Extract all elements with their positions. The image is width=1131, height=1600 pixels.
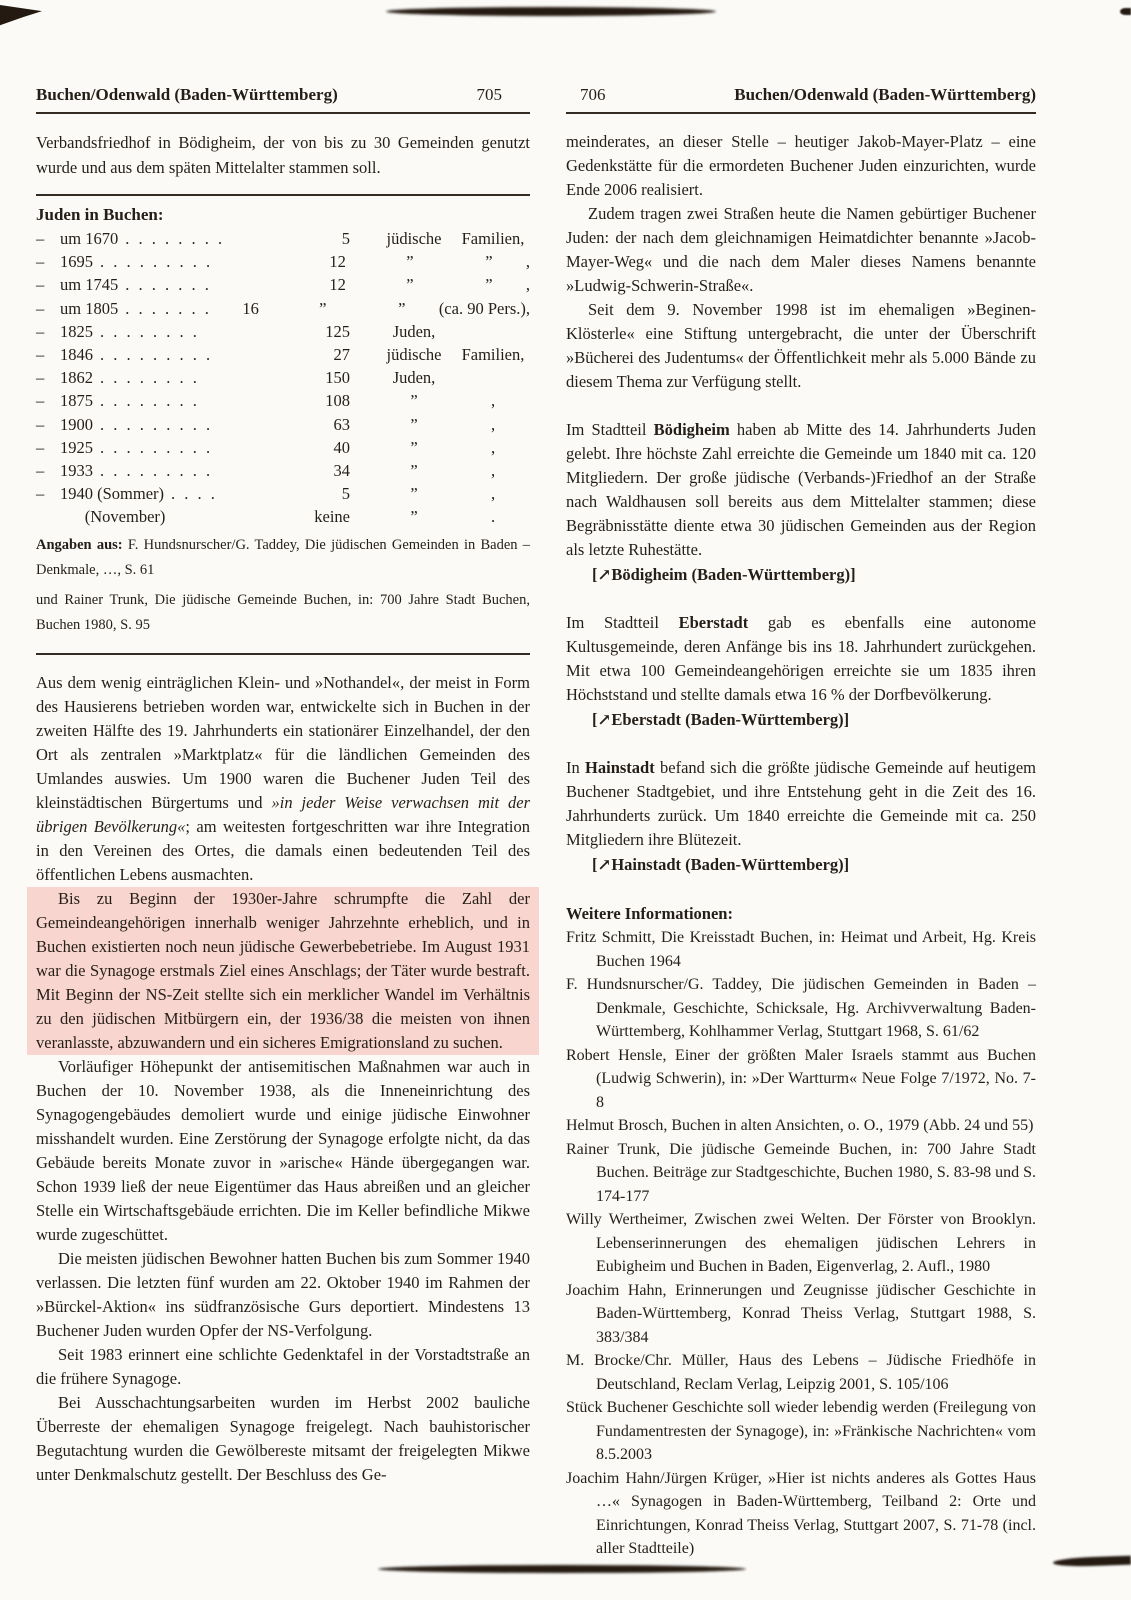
row-year: 1940 (Sommer) [60,484,165,504]
row-dash: – [36,229,45,248]
row-note-2: , [490,461,496,481]
row-dash: – [36,368,45,388]
census-table [36,227,530,529]
census-table-row [36,505,530,528]
row-year: 1825 [60,321,93,341]
scan-artifact-bottom-right [1053,1556,1131,1568]
running-header-title: Buchen/Odenwald (Baden-Württemberg) [734,85,1036,104]
row-dot-leader: . . . . [171,484,215,504]
row-year: 1875 [60,391,93,411]
row-count: 40 [333,437,350,457]
intro-paragraph: Verbandsfriedhof in Bödigheim, der von bis zu 30 Gemeinden genutzt wurde und aus dem späten Mittelalter stammen soll. [36,133,530,177]
scan-artifact-top-left [0,5,42,27]
crossref-entry: [↗Eberstadt (Baden-Württemberg)] [592,710,850,729]
row-note-1: ” [410,461,418,481]
row-count: 12 [329,252,346,272]
row-dash [36,505,60,528]
column-left [36,84,530,1487]
stadtteil-sections [566,418,1036,877]
row-count: 150 [325,368,350,388]
paragraph-trade-pre: Aus dem wenig einträglichen Klein- und »Nothandel«, der meist in Form des Hausierens betrieben worden war, entwickelte sich in Buchen in der zweiten Hälfte des 19. Jahrhunderts ein stationärer Einzelhandel, der den Ort als zentralen »Marktplatz« für die ländlichen Gemeinden des Umlandes auswies. Um 1900 waren die Buchener Juden Teil des kleinstädtischen Bürgertums und [36,672,530,812]
section-rule-top [36,194,530,196]
census-table-row [36,250,530,273]
census-table-row [36,413,530,436]
row-dot-leader [165,505,304,528]
paragraph-deportation: Die meisten jüdischen Bewohner hatten Buchen bis zum Sommer 1940 verlassen. Die letzten fünf wurden am 22. Oktober 1940 im Rahmen der »Bürckel-Aktion« ins südfranzösische Gurs deportiert. Mindestens 13 Buchener Juden wurden Opfer der NS-Verfolgung. [36,1248,530,1340]
row-note-1: Juden, [392,368,436,388]
row-count: 5 [341,484,350,504]
bibliography-list [566,926,1036,1561]
row-dash: – [36,461,45,481]
row-note-1: Juden, [392,321,436,341]
bibliography-entry: F. Hundsnurscher/G. Taddey, Die jüdischen Gemeinden in Baden – Denkmale, Geschichte, Schicksale, Hg. Archivverwaltung Baden-Württemberg, Kohlhammer Verlag, Stuttgart 1968, S. 61/62 [566,976,1036,1040]
row-note-1: ” [410,507,418,527]
paragraph-excavation: Bei Ausschachtungsarbeiten wurden im Herbst 2002 bauliche Überreste der ehemaligen Synagoge freigelegt. Nach bauhistorischer Begutachtung wurden die Gewölbereste mitsamt der freigelegten Mikwe unter Denkmalschutz gestellt. Der Beschluss des Ge- [36,1392,530,1484]
stadtteil-rest: befand sich die größte jüdische Gemeinde auf heutigem Buchener Stadtgebiet, und ihre Entstehung geht in die Zeit des 16. Jahrhunderts zurück. Um 1840 erreichte die Gemeinde mit ca. 250 Mitgliedern ihre Blütezeit. [566,758,1036,849]
row-note-2 [456,320,530,343]
row-note-1: ” [410,414,418,434]
row-count: 27 [333,345,350,365]
scan-artifact-top-center [386,7,716,16]
row-dot-leader: . . . . . . . . [100,321,197,341]
stadtteil-paragraph [566,418,1036,562]
census-table-row [36,273,530,296]
page-number-705: 705 [476,85,502,104]
row-count: 16 [242,298,259,318]
row-dot-leader: . . . . . . . [125,298,209,318]
row-count: 63 [333,414,350,434]
census-table-heading: Juden in Buchen: [36,205,164,224]
stadtteil-paragraph [566,611,1036,707]
source-note-2: und Rainer Trunk, Die jüdische Gemeinde Buchen, in: 700 Jahre Stadt Buchen, Buchen 1980, S. 95 [36,591,530,634]
row-note-1: ” [319,298,327,318]
row-note-1: ” [410,484,418,504]
paragraph-library: Seit dem 9. November 1998 ist im ehemaligen »Beginen-Klösterle« eine Stiftung untergebracht, die unter der Überschrift »Bücherei des Judentums« der Öffentlichkeit mehr als 5.000 Bände zu diesem Thema zur Verfügung stellt. [566,300,1036,391]
stadtteil-pre: Im Stadtteil [566,420,654,439]
row-dash: – [36,345,45,365]
row-dot-leader: . . . . . . . . . [100,437,211,457]
bibliography-entry: Willy Wertheimer, Zwischen zwei Welten. Der Förster von Brooklyn. Lebenserinnerungen des ehemaligen jüdischen Lehrers in Eubigheim und Buchen in Baden, Eigenverlag, 2. Aufl., 1980 [566,1211,1036,1275]
row-year: 1695 [60,252,93,272]
paragraph-november-1938: Vorläufiger Höhepunkt der antisemitischen Maßnahmen war auch in Buchen der 10. November 1938, als die Inneneinrichtung des Synagogengebäudes demoliert wurde und einige jüdische Einwohner misshandelt wurden. Eine Zerstörung der Synagoge erfolgte nicht, da das Gebäude bereits Monate zuvor in »arische« Hände übergegangen war. Schon 1939 ließ der neue Eigentümer das Haus abreißen und an gleicher Stelle ein Wirtschaftsgebäude errichten. Die im Keller befindliche Mikwe wurde zugeschüttet. [36,1056,530,1244]
row-dot-leader: . . . . . . . . . [100,252,211,272]
running-header-right [566,84,1036,114]
paragraph-trade-quote: »in jeder Weise verwachsen mit der übrigen Bevölkerung« [36,792,531,836]
stadtteil-section [566,611,1036,732]
row-note-2: Familien, [461,229,525,248]
row-year: um 1745 [60,275,119,295]
paragraph-trade-post: ; am weitesten fortgeschritten war ihre Integration in den Vereinen des Ortes, die damals einen bedeutenden Teil des öffentlichen Lebens ausmachten. [36,816,530,884]
row-dot-leader: . . . . . . . . [125,229,223,248]
row-note-2: ” [485,252,493,272]
row-dash: – [36,321,45,341]
highlighted-paragraph: Bis zu Beginn der 1930er-Jahre schrumpfte die Zahl der Gemeindeangehörigen innerhalb weniger Jahrzehnte erheblich, und in Buchen existierten noch neun jüdische Gewerbebetriebe. Im August 1931 war die Synagoge erstmals Ziel eines Anschlags; der Täter wurde bestraft. Mit Beginn der NS-Zeit stellte sich ein merklicher Wandel im Verhältnis zu den jüdischen Mitbürgern ein, der 1936/38 die meisten von ihnen veranlasste, abzuwandern und ein sicheres Emigrationsland zu suchen. [36,887,530,1055]
row-note-2: ” [485,275,493,295]
bibliography-entry: Fritz Schmitt, Die Kreisstadt Buchen, in: Heimat und Arbeit, Hg. Kreis Buchen 1964 [566,929,1036,970]
row-year: 1925 [60,437,93,457]
bibliography-entry: Joachim Hahn, Erinnerungen und Zeugnisse jüdischer Geschichte in Baden-Württemberg, Konrad Theiss Verlag, Stuttgart 1988, S. 383/384 [566,1281,1036,1346]
stadtteil-name: Hainstadt [585,758,655,777]
census-table-row [36,482,530,505]
crossref-entry: [↗Hainstadt (Baden-Württemberg)] [592,855,850,874]
census-table-row [36,389,530,412]
census-table-row [36,366,530,389]
row-year: um 1670 [60,229,119,248]
row-dot-leader: . . . . . . . . . [100,414,211,434]
row-count: 12 [329,275,346,295]
row-dot-leader: . . . . . . . . . [100,345,211,365]
row-note-2 [456,366,530,389]
bibliography-entry: Robert Hensle, Einer der größten Maler Israels stammt aus Buchen (Ludwig Schwerin), in: »Der Wartturm« Neue Folge 7/1972, No. 7-8 [566,1046,1036,1111]
bibliography-entry: Rainer Trunk, Die jüdische Gemeinde Buchen, in: 700 Jahre Stadt Buchen. Beiträge zur Stadtgeschichte, Buchen 1980, S. 83-98 und S. 174-177 [566,1140,1036,1205]
census-table-row [36,320,530,343]
row-note-1: ” [406,275,414,295]
running-header-title: Buchen/Odenwald (Baden-Württemberg) [36,85,338,104]
row-year: 1933 [60,461,93,481]
bibliography-entry: M. Brocke/Chr. Müller, Haus des Lebens – Jüdische Friedhöfe in Deutschland, Reclam Verlag, Leipzig 2001, S. 105/106 [566,1352,1036,1393]
row-note-3: , [525,275,530,295]
row-dash: – [36,437,45,457]
stadtteil-section [566,418,1036,587]
running-header-left [36,84,530,114]
source-note [36,533,530,584]
row-note-2: , [490,484,496,504]
scan-artifact-bottom-center [378,1565,746,1573]
row-count: keine [314,507,350,527]
row-note-1: jüdische [386,229,442,248]
row-note-1: jüdische [386,345,442,365]
paragraph-memorial-site: meinderates, an dieser Stelle – heutiger Jakob-Mayer-Platz – eine Gedenkstätte für die ermordeten Buchener Juden einzurichten, wurde Ende 2006 realisiert. [566,132,1036,199]
source-note-label: Angaben aus: [36,536,123,553]
row-count: 125 [325,321,350,341]
row-dot-leader: . . . . . . . . [100,368,197,388]
row-dash: – [36,275,45,295]
row-year: (November) [60,507,166,527]
stadtteil-section [566,756,1036,877]
census-table-row [36,436,530,459]
paragraph-street-names: Zudem tragen zwei Straßen heute die Namen gebürtiger Buchener Juden: der nach dem gleichnamigen Heimatdichter benannte »Jacob-Mayer-Weg« und die nach dem Maler dieses Namens benannte »Ludwig-Schwerin-Straße«. [566,204,1036,295]
row-note-2: ” [398,298,406,318]
census-table-row [36,297,530,320]
row-note-2: , [490,414,496,434]
row-count: 108 [325,391,350,411]
scan-artifact-top-right [1120,8,1131,15]
census-table-row [36,343,530,366]
stadtteil-pre: In [566,758,586,777]
row-note-1: ” [410,437,418,457]
row-dot-leader: . . . . . . . . [100,391,197,411]
row-note-3: , [525,252,530,272]
stadtteil-rest: haben ab Mitte des 14. Jahrhunderts Juden gelebt. Ihre höchste Zahl erreichte die Gemeinde um 1840 mit ca. 120 Mitgliedern. Der große jüdische (Verbands-)Friedhof an der Straße nach Waldhausen soll bereits aus dem Mittelalter stammen; diese Begräbnisstätte diente etwa 30 jüdischen Gemeinden aus der Region als letzte Ruhestätte. [566,420,1036,559]
row-dot-leader: . . . . . . . [125,275,209,295]
paragraph-trade [36,671,530,887]
row-dash: – [36,298,45,318]
stadtteil-rest: gab es ebenfalls eine autonome Kultusgemeinde, deren Anfänge bis ins 18. Jahrhundert zurückgehen. Mit etwa 100 Gemeindeangehörigen erreichte sie um 1835 ihren Höchststand und stellte damals etwa 16 % der Dorfbevölkerung. [566,613,1036,704]
row-dash: – [36,391,45,411]
row-dash: – [36,484,45,504]
stadtteil-pre: Im Stadtteil [566,613,679,632]
census-table-row [36,459,530,482]
row-year: um 1805 [60,298,119,318]
row-dash: – [36,414,45,434]
row-note-1: ” [410,391,418,411]
census-table-row [36,227,530,250]
row-count: 5 [341,229,350,248]
row-dot-leader: . . . . . . . . . [100,461,211,481]
section-rule-bottom [36,653,530,655]
row-count: 34 [333,461,350,481]
row-dash: – [36,252,45,272]
stadtteil-name: Bödigheim [653,420,730,439]
row-note-2: , [490,391,496,411]
row-note-2: . [490,507,496,527]
column-right [566,84,1036,1561]
bibliography-entry: Joachim Hahn/Jürgen Krüger, »Hier ist nichts anderes als Gottes Haus …« Synagogen in Baden-Württemberg, Teilband 2: Orte und Einrichtungen, Konrad Theiss Verlag, Stuttgart 2007, S. 71-78 (incl. aller Stadtteile) [566,1469,1036,1557]
row-note-2: Familien, [461,345,525,365]
row-year: 1862 [60,368,93,388]
row-year: 1900 [60,414,93,434]
crossref-entry: [↗Bödigheim (Baden-Württemberg)] [592,565,856,584]
row-note-3: (ca. 90 Pers.), [438,298,530,318]
page-number-706: 706 [580,85,606,104]
row-note-1: ” [406,252,414,272]
row-note-2: , [490,437,496,457]
row-year: 1846 [60,345,93,365]
paragraph-memorial-plaque: Seit 1983 erinnert eine schlichte Gedenktafel in der Vorstadtstraße an die frühere Synagoge. [36,1344,530,1388]
source-note-text: F. Hundsnurscher/G. Taddey, Die jüdischen Gemeinden in Baden – Denkmale, …, S. 61 [36,536,530,579]
more-information-heading: Weitere Informationen: [566,904,733,923]
stadtteil-name: Eberstadt [678,613,749,632]
stadtteil-paragraph [566,756,1036,852]
bibliography-entry: Stück Buchener Geschichte soll wieder lebendig werden (Freilegung von Fundamentresten der Synagoge), in: »Fränkische Nachrichten« vom 8.5.2003 [566,1399,1036,1463]
bibliography-entry: Helmut Brosch, Buchen in alten Ansichten, o. O., 1979 (Abb. 24 und 55) [566,1117,1034,1134]
